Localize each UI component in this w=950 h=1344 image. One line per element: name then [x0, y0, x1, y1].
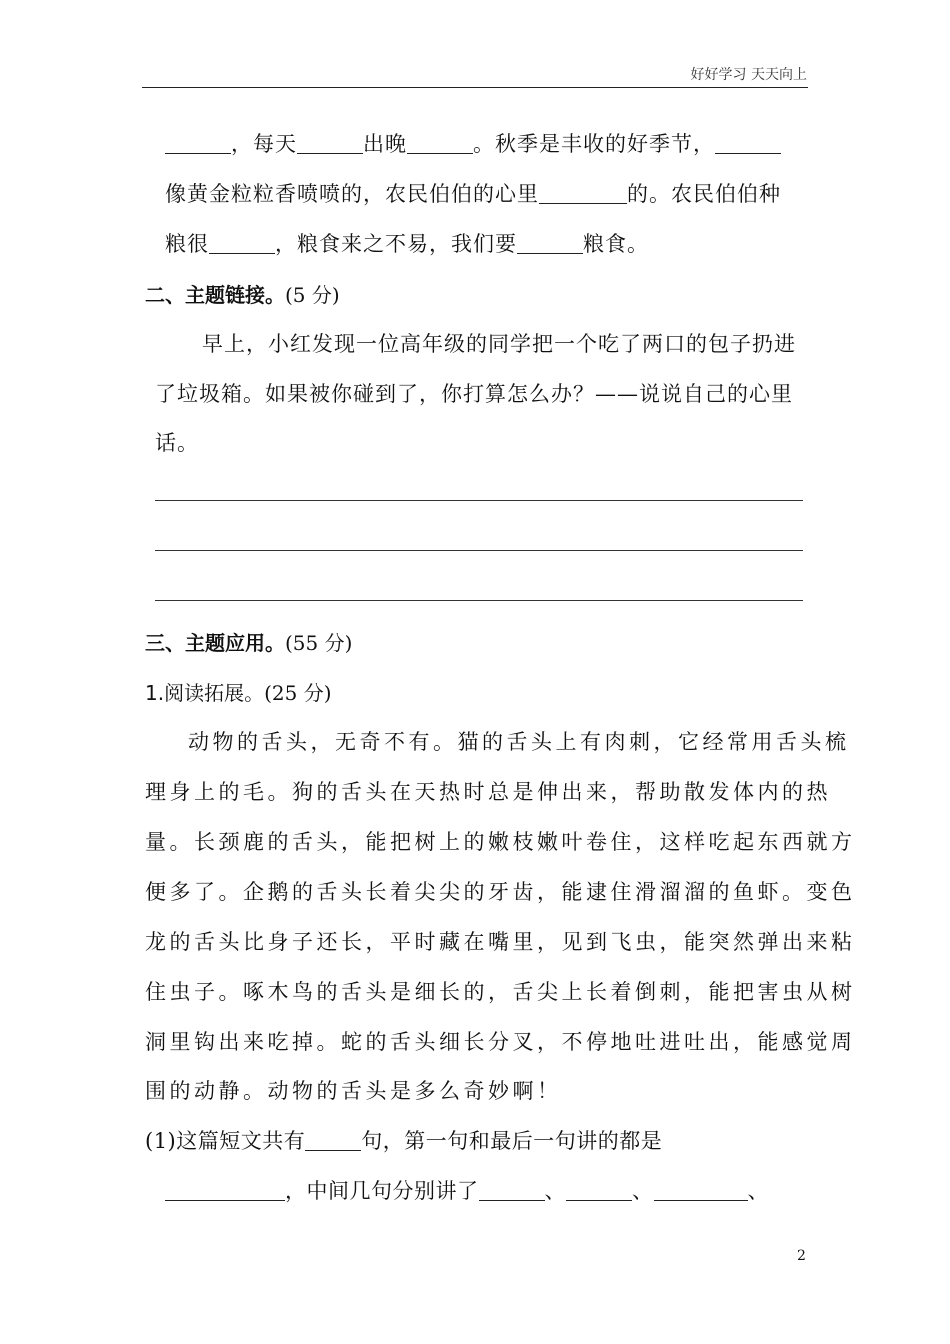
blank[interactable] [715, 132, 781, 154]
reading-passage-line: 动物的舌头，无奇不有。猫的舌头上有肉刺，它经常用舌头梳 [188, 730, 850, 754]
question-1-heading: 1.阅读拓展。(25 分) [145, 681, 332, 705]
reading-passage-line: 围的动静。动物的舌头是多么奇妙啊！ [145, 1079, 562, 1103]
page-number: 2 [797, 1248, 806, 1264]
reading-passage-line: 便多了。企鹅的舌头长着尖尖的牙齿，能逮住滑溜溜的鱼虾。变色 [145, 880, 856, 904]
blank[interactable] [209, 232, 275, 254]
reading-passage-line: 量。长颈鹿的舌头，能把树上的嫩枝嫩叶卷住，这样吃起东西就方 [145, 830, 856, 854]
answer-line[interactable] [155, 500, 803, 501]
blank[interactable] [297, 132, 363, 154]
answer-line[interactable] [155, 600, 803, 601]
blank[interactable] [654, 1179, 748, 1201]
section-2-prompt-line: 话。 [155, 431, 199, 455]
blank[interactable] [517, 232, 583, 254]
reading-passage-line: 理身上的毛。狗的舌头在天热时总是伸出来，帮助散发体内的热 [145, 780, 831, 804]
blank[interactable] [165, 1179, 285, 1201]
reading-passage-line: 住虫子。啄木鸟的舌头是细长的，舌尖上长着倒刺，能把害虫从树 [145, 980, 856, 1004]
answer-line[interactable] [155, 550, 803, 551]
blank[interactable] [539, 182, 627, 204]
fill-line-3: 粮很 ，粮食来之不易，我们要 粮食。 [165, 232, 649, 256]
sub-question-1-line-1: (1)这篇短文共有 句，第一句和最后一句讲的都是 [145, 1129, 663, 1153]
blank[interactable] [165, 132, 231, 154]
reading-passage-line: 龙的舌头比身子还长，平时藏在嘴里，见到飞虫，能突然弹出来粘 [145, 930, 856, 954]
blank[interactable] [566, 1179, 632, 1201]
blank[interactable] [479, 1179, 545, 1201]
page-header: 好好学习 天天向上 [690, 67, 807, 83]
section-2-prompt-line: 早上，小红发现一位高年级的同学把一个吃了两口的包子扔进 [202, 332, 796, 356]
fill-line-1: ，每天 出晚 。秋季是丰收的好季节， [165, 128, 781, 158]
blank[interactable] [407, 132, 473, 154]
section-2-prompt-line: 了垃圾箱。如果被你碰到了，你打算怎么办？——说说自己的心里 [155, 382, 793, 406]
sub-question-1-line-2: ，中间几句分别讲了 、 、 、 [165, 1175, 769, 1205]
section-3-heading: 三、主题应用。(55 分) [145, 631, 353, 655]
blank[interactable] [305, 1129, 361, 1151]
section-2-heading: 二、主题链接。(5 分) [145, 283, 340, 307]
header-rule [142, 87, 808, 88]
fill-line-2: 像黄金粒粒香喷喷的，农民伯伯的心里 的。农民伯伯种 [165, 182, 781, 206]
reading-passage-line: 洞里钩出来吃掉。蛇的舌头细长分叉，不停地吐进吐出，能感觉周 [145, 1030, 856, 1054]
